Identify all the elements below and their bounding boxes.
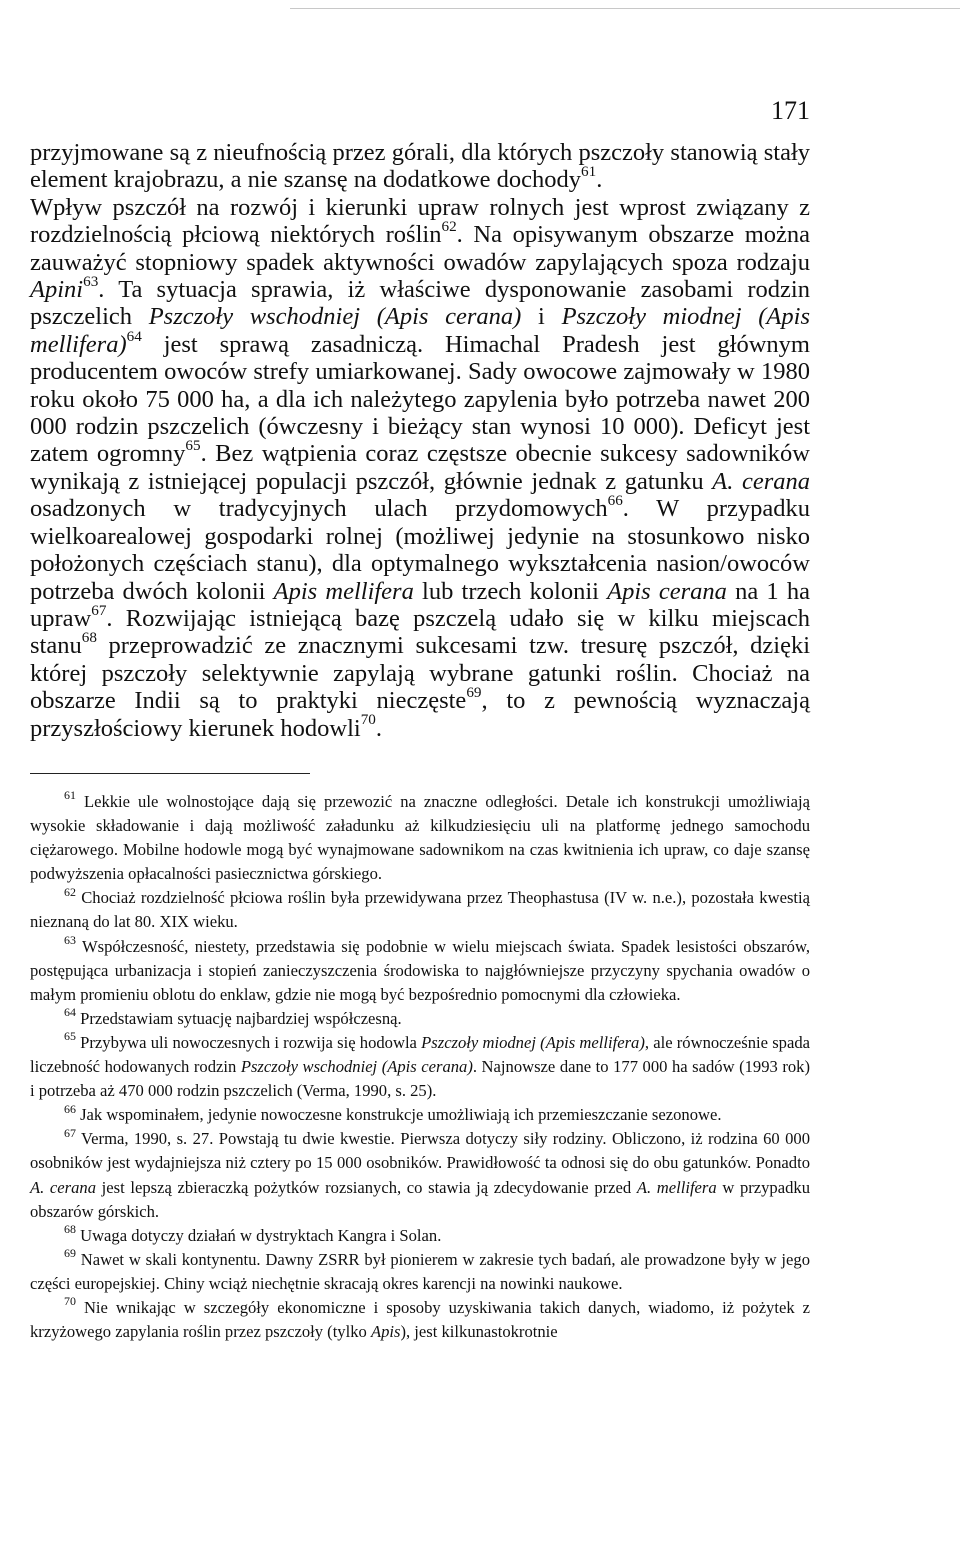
footnote-62: [30, 886, 810, 934]
italic-text: Pszczoły miodnej (Apis mellifera): [30, 303, 810, 358]
text-run: .: [375, 714, 382, 742]
footnote-number: 70: [64, 1294, 76, 1309]
footnote-number: 64: [64, 1005, 76, 1020]
text-run: Przedstawiam sytuację najbardziej współczesną.: [75, 1008, 402, 1028]
italic-text: Apis: [370, 1322, 401, 1342]
text-run: w przypadku obszarów górskich.: [30, 1177, 810, 1221]
footnote-63: [30, 935, 810, 1007]
text-run: jest sprawą zasadniczą. Himachal Pradesh jest głównym producentem owoców strefy umiarkowanej. Sady owocowe zajmowały w 1980 roku około 75 000 ha, a dla ich należytego zapylenia było potrzeba nawet 200 000 rodzin pszczelich (ówczesny i bieżący stan wynosi 10 000). Deficyt jest zatem ogromny: [30, 330, 810, 468]
text-run: Nie wnikając w szczegóły ekonomiczne i sposoby uzyskiwania takich danych, wiadomo, iż pożytek z krzyżowego zapylania roślin przez pszczoły (tylko: [30, 1297, 810, 1342]
footnote-ref: 62: [441, 218, 457, 236]
page-number: 171: [771, 96, 810, 125]
footnote-number: 62: [64, 884, 76, 899]
footnote-number: 63: [64, 933, 76, 948]
italic-text: A. cerana: [712, 467, 811, 495]
text-run: Jak wspominałem, jedynie nowoczesne konstrukcje umożliwiają ich przemieszczanie sezonowe.: [75, 1105, 722, 1125]
text-run: . Na opisywanym obszarze można zauważyć stopniowy spadek aktywności owadów zapylających spoza rodzaju: [30, 221, 811, 276]
text-run: Lekkie ule wolnostojące dają się przewozić na znaczne odległości. Detale ich konstrukcji umożliwiają wysokie składowanie i dają możliwość załadunku aż kilkudziesięciu uli na platformę jednego samochodu ciężarowego. Mobilne hodowle mogą być wynajmowane sadownikom na czas kwitnienia ich upraw, co daje szansę podwyższenia opłacalności pasiecznictwa górskiego.: [30, 792, 810, 884]
main-text: [30, 139, 810, 742]
footnote-67: [30, 1127, 810, 1223]
text-run: Chociaż rozdzielność płciowa roślin była przewidywana przez Theophastusa (IV w. n.e.), pozostała kwestią nieznaną do lat 80. XIX wieku.: [30, 888, 810, 932]
body-paragraph: [30, 139, 810, 194]
text-run: osadzonych w tradycyjnych ulach przydomowych: [30, 495, 608, 523]
footnote-number: 66: [64, 1101, 76, 1116]
footnote-number: 69: [64, 1246, 76, 1261]
text-run: na 1 ha upraw: [30, 577, 810, 632]
footnote-61: [30, 790, 810, 886]
text-run: Przybywa uli nowoczesnych i rozwija się hodowla: [75, 1032, 422, 1052]
text-run: przyjmowane są z nieufnością przez górali, dla których pszczoły stanowią stały element krajobrazu, a nie szansę na dodatkowe dochody: [30, 139, 810, 194]
body-paragraph: [30, 194, 810, 742]
text-run: . Rozwijając istniejącą bazę pszczelą udało się w kilku miejscach stanu: [30, 604, 810, 660]
footnote-ref: 69: [466, 683, 482, 701]
footnote-number: 67: [64, 1125, 76, 1140]
text-run: Wpływ pszczół na rozwój i kierunki upraw rolnych jest wprost związany z rozdzielnością płciową niektórych roślin: [30, 193, 810, 249]
text-run: Współczesność, niestety, przedstawia się podobnie w wielu miejscach świata. Spadek lesistości obszarów, postępująca urbanizacja i stopień zanieczyszczenia środowiska to najgłówniejsze przyczyny spychania owadów o małym promieniu oblotu do enklaw, gdzie nie mogą być bezpośrednio pomocnymi dla człowieka.: [30, 936, 810, 1004]
footnote-ref: 67: [91, 601, 107, 619]
text-run: . Ta sytuacja sprawia, iż właściwe dysponowanie zasobami rodzin pszczelich: [30, 276, 810, 331]
italic-text: Apis mellifera: [273, 577, 414, 605]
footnote-70: [30, 1296, 810, 1344]
text-run: jest lepszą zbieraczką pożytków rozsianych, co stawia ją zdecydowanie przed: [96, 1177, 637, 1197]
text-run: przeprowadzić ze znacznymi sukcesami tzw. tresurę pszczół, dzięki której pszczoły selektywnie zapylają wybrane gatunki roślin. Chociaż na obszarze Indii są to praktyki nieczęste: [30, 632, 810, 715]
italic-text: Apis cerana: [607, 577, 727, 605]
footnote-ref: 61: [581, 163, 597, 181]
page-top-edge-line: [290, 8, 960, 9]
text-run: i: [521, 303, 562, 331]
text-run: . Najnowsze dane to 177 000 ha sadów (1993 rok) i potrzeba aż 470 000 rodzin pszczelich (Verma, 1990, s. 25).: [30, 1057, 810, 1101]
footnote-ref: 68: [81, 629, 97, 647]
footnote-number: 68: [64, 1222, 76, 1237]
footnote-66: [30, 1103, 810, 1127]
italic-text: Apini: [30, 276, 84, 304]
footnote-68: [30, 1224, 810, 1248]
text-run: ), jest kilkunastokrotnie: [400, 1322, 558, 1342]
footnote-ref: 70: [360, 711, 376, 729]
footnote-ref: 63: [83, 272, 99, 290]
footnote-64: [30, 1007, 810, 1031]
footnote-number: 61: [64, 788, 76, 803]
text-run: Uwaga dotyczy działań w dystryktach Kangra i Solan.: [75, 1225, 442, 1245]
text-run: lub trzech kolonii: [413, 577, 608, 605]
text-run: . W przypadku wielkoarealowej gospodarki rolnej (możliwej jedynie na stosunkowo nisko położonych częściach stanu), dla optymalnego wykształcenia nasion/owoców potrzeba dwóch kolonii: [30, 495, 810, 605]
text-run: .: [596, 166, 603, 194]
footnote-65: [30, 1031, 810, 1103]
footnote-ref: 64: [126, 327, 142, 345]
italic-text: Pszczoły miodnej (Apis mellifera): [421, 1032, 645, 1052]
text-run: . Bez wątpienia coraz częstsze obecnie sukcesy sadowników wynikają z istniejącej populacji pszczół, głównie jednak z gatunku: [30, 440, 810, 495]
text-run: Nawet w skali kontynentu. Dawny ZSRR był pionierem w zakresie tych badań, ale prowadzone były w jego części europejskiej. Chiny wciąż niechętnie skracają okres karencji na nowinki naukowe.: [30, 1249, 810, 1293]
italic-text: Pszczoły wschodniej (Apis cerana): [240, 1057, 473, 1077]
italic-text: A. cerana: [30, 1177, 97, 1197]
text-run: , to z pewnością wyznaczają przyszłościowy kierunek hodowli: [30, 687, 810, 742]
footnote-ref: 66: [607, 492, 623, 510]
footnote-ref: 65: [185, 437, 201, 455]
text-run: Verma, 1990, s. 27. Powstają tu dwie kwestie. Pierwsza dotyczy siły rodziny. Obliczono, iż rodzina 60 000 osobników jest wydajniejsza niż cztery po 15 000 osobników. Prawidłowość ta odnosi się do obu gatunków. Ponadto: [30, 1129, 810, 1173]
text-run: , ale równocześnie spada liczebność hodowanych rodzin: [30, 1032, 810, 1077]
footnote-69: [30, 1248, 810, 1296]
footnotes: [30, 790, 810, 1344]
italic-text: A. mellifera: [636, 1177, 717, 1197]
italic-text: Pszczoły wschodniej (Apis cerana): [148, 303, 522, 331]
footnote-number: 65: [64, 1029, 76, 1044]
footnote-separator: [30, 773, 310, 774]
